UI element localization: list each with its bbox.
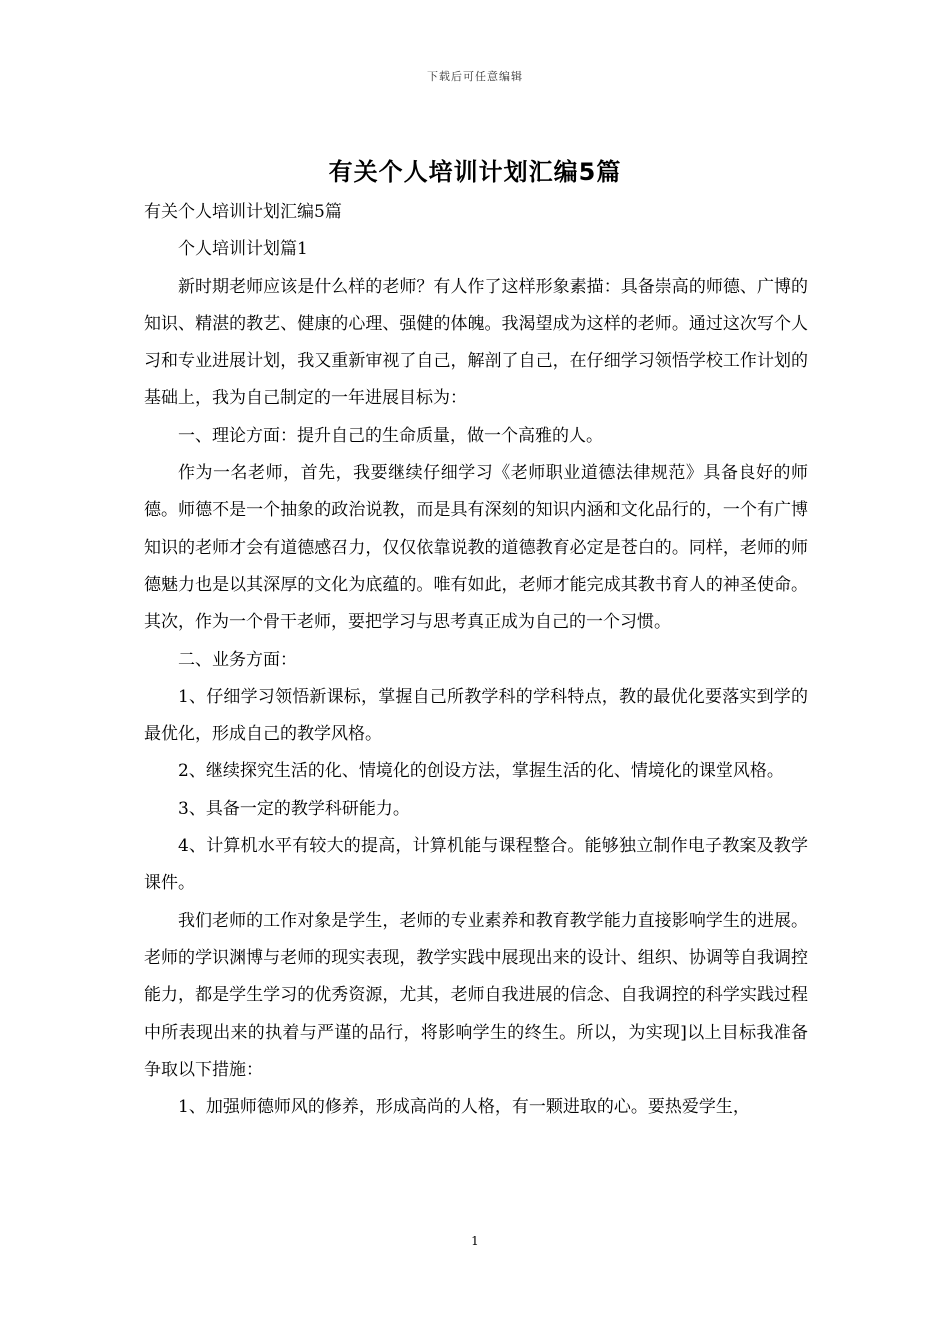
body-paragraph: 我们老师的工作对象是学生，老师的专业素养和教育教学能力直接影响学生的进展。老师的学识渊博与老师的现实表现，教学实践中展现出来的设计、组织、协调等自我调控能力，都是学生学习的优秀资源，尤其，老师自我进展的信念、自我调控的科学实践过程中所表现出来的执着与严谨的品行，将影响学生的终生。所以，为实现]以上目标我准备争取以下措施：	[144, 910, 808, 1080]
page-header: 下载后可任意编辑	[427, 70, 523, 83]
body-paragraph: 1、仔细学习领悟新课标，掌握自己所教学科的学科特点，教的最优化要落实到学的最优化，形成自己的教学风格。	[144, 686, 808, 745]
body-paragraph: 2、继续探究生活的化、情境化的创设方法，掌握生活的化、情境化的课堂风格。	[178, 761, 784, 782]
body-paragraph: 4、计算机水平有较大的提高，计算机能与课程整合。能够独立制作电子教案及教学课件。	[144, 836, 808, 894]
body-paragraph: 新时期老师应该是什么样的老师？有人作了这样形象素描：具备崇高的师德、广博的知识、精湛的教艺、健康的心理、强健的体魄。我渴望成为这样的老师。通过这次写个人习和专业进展计划，我又重新审视了自己，解剖了自己，在仔细学习领悟学校工作计划的基础上，我为自己制定的一年进展目标为：	[144, 276, 808, 409]
body-paragraph: 1、加强师德师风的修养，形成高尚的人格，有一颗进取的心。要热爱学生，	[178, 1097, 750, 1118]
body-paragraph: 一、理论方面：提升自己的生命质量，做一个高雅的人。	[178, 425, 603, 446]
page-number: 1	[471, 1234, 479, 1248]
body-paragraph: 二、业务方面：	[178, 649, 297, 670]
document-body	[144, 194, 808, 1126]
document-title: 有关个人培训计划汇编5篇	[328, 158, 622, 186]
body-paragraph: 3、具备一定的教学科研能力。	[178, 798, 410, 819]
body-paragraph: 作为一名老师，首先，我要继续仔细学习《老师职业道德法律规范》具备良好的师德。师德不是一个抽象的政治说教，而是具有深刻的知识内涵和文化品行的，一个有广博知识的老师才会有道德感召力，仅仅依靠说教的道德教育必定是苍白的。同样，老师的师德魅力也是以其深厚的文化为底蕴的。唯有如此，老师才能完成其教书育人的神圣使命。其次，作为一个骨干老师，要把学习与思考真正成为自己的一个习惯。	[144, 463, 808, 633]
subtitle-paragraph: 有关个人培训计划汇编5篇	[144, 202, 342, 222]
section-heading: 个人培训计划篇1	[178, 239, 308, 260]
